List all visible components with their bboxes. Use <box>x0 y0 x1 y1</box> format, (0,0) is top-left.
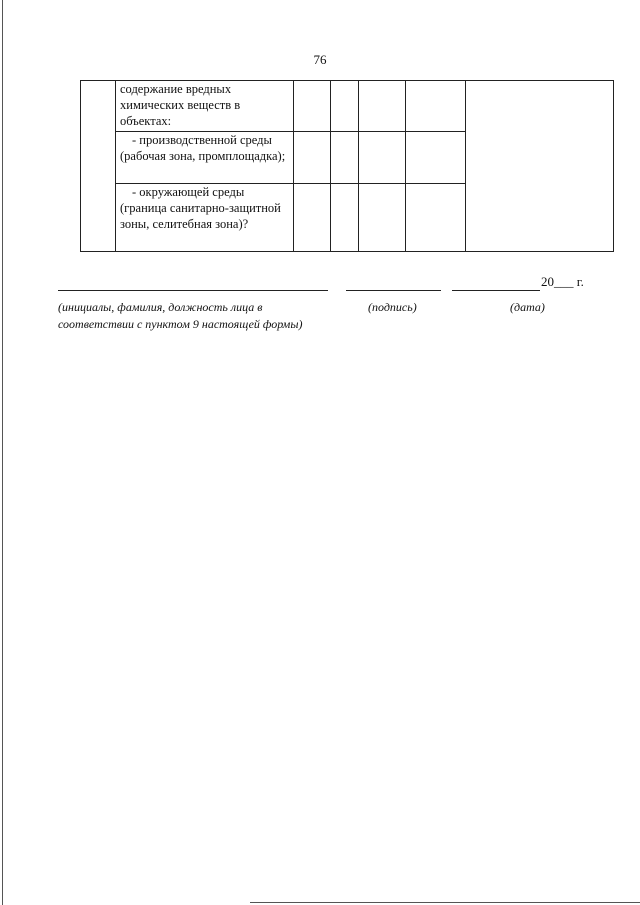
table-cell <box>466 81 614 252</box>
table-cell <box>81 81 116 252</box>
caption-person: (инициалы, фамилия, должность лица в соответствии с пунктом 9 настоящей формы) <box>58 300 303 331</box>
date-line <box>452 290 540 291</box>
date-year-suffix: 20___ г. <box>541 274 584 289</box>
row-label: содержание вредных химических веществ в объектах: <box>116 81 294 132</box>
table-row <box>81 81 614 132</box>
caption-signature: (подпись) <box>368 300 417 314</box>
page-number: 76 <box>313 52 327 67</box>
scan-edge <box>2 0 3 905</box>
row-label: - производственной среды (рабочая зона, промплощадка); <box>116 132 294 184</box>
caption-date: (дата) <box>510 300 545 314</box>
scan-edge <box>250 902 640 903</box>
name-line <box>58 290 328 291</box>
form-table <box>80 80 614 252</box>
row-label: - окружающей среды (граница санитарно-защитной зоны, селитебная зона)? <box>116 184 294 252</box>
signature-line <box>346 290 441 291</box>
